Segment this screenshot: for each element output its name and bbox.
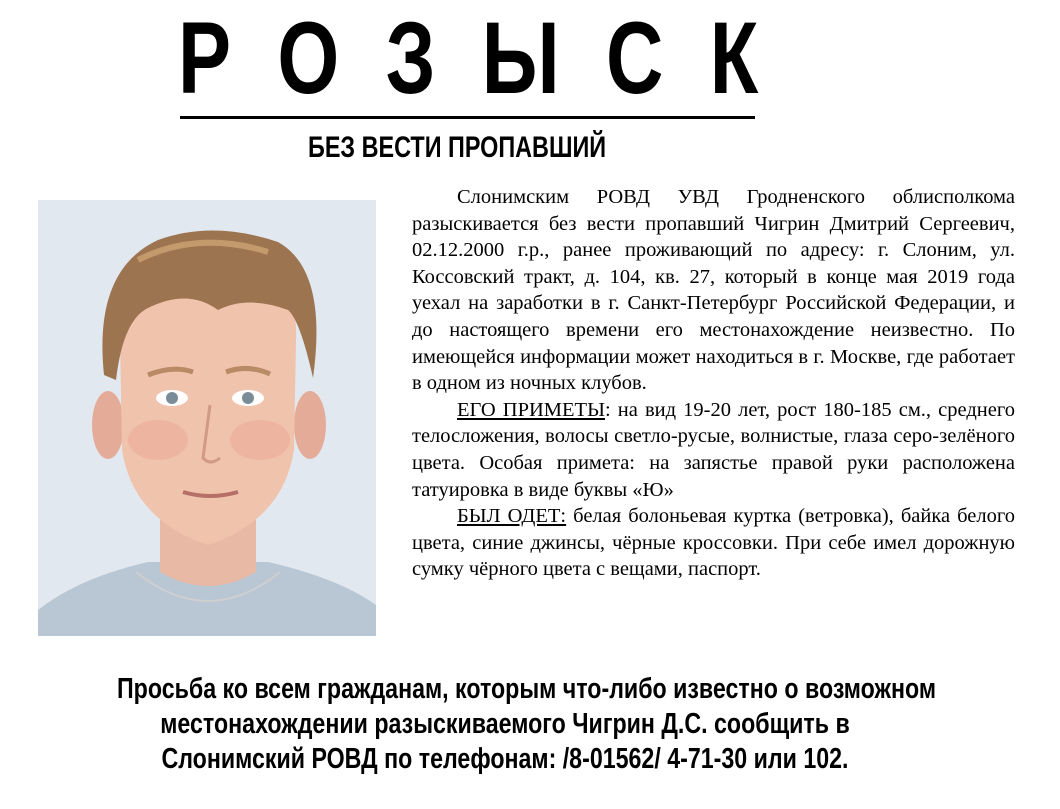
- title-letter: К: [709, 1, 759, 115]
- title-letter: Р: [178, 1, 232, 115]
- poster-title: [178, 1, 759, 115]
- contact-appeal: [20, 672, 990, 777]
- description-text: [412, 184, 1015, 583]
- clothes-heading: БЫЛ ОДЕТ:: [457, 505, 567, 528]
- signs-heading: ЕГО ПРИМЕТЫ: [457, 398, 605, 421]
- signs-paragraph: [412, 397, 1015, 503]
- description-paragraph: Слонимским РОВД УВД Гродненского облисполкома разыскивается без вести пропавший Чигрин Дмитрий Сергеевич, 02.12.2000 г.р., ранее проживающий по адресу: г. Слоним, ул. Коссовский тракт, д. 104, кв. 27, который в конце мая 2019 года уехал на заработки в г. Санкт-Петербург Российской Федерации, и до настоящего времени его местонахождение неизвестно. По имеющейся информации может находиться в г. Москве, где работает в одном из ночных клубов.: [412, 186, 1015, 395]
- missing-person-photo: [38, 200, 376, 636]
- title-letter: О: [277, 1, 340, 115]
- title-letter: Ы: [481, 1, 560, 115]
- title-letter: С: [605, 1, 664, 115]
- clothes-paragraph: [412, 503, 1015, 583]
- title-letter: З: [385, 1, 436, 115]
- appeal-line: местонахождении разыскиваемого Чигрин Д.С. сообщить в: [160, 708, 850, 740]
- appeal-line: Слонимский РОВД по телефонам: /8-01562/ 4-71-30 или 102.: [161, 743, 849, 775]
- poster-subtitle: БЕЗ ВЕСТИ ПРОПАВШИЙ: [308, 131, 607, 164]
- title-underline: [180, 116, 755, 119]
- signs-text: : на вид 19-20 лет, рост 180-185 см., среднего телосложения, волосы светло-русые, волнистые, глаза серо-зелёного цвета. Особая примета: на запястье правой руки расположена татуировка в виде буквы «Ю»: [412, 398, 1015, 501]
- appeal-line: Просьба ко всем гражданам, которым что-либо известно о возможном: [117, 673, 936, 705]
- clothes-text: белая болоньевая куртка (ветровка), байка белого цвета, синие джинсы, чёрные кроссовки. При себе имел дорожную сумку чёрного цвета с вещами, паспорт.: [412, 505, 1016, 581]
